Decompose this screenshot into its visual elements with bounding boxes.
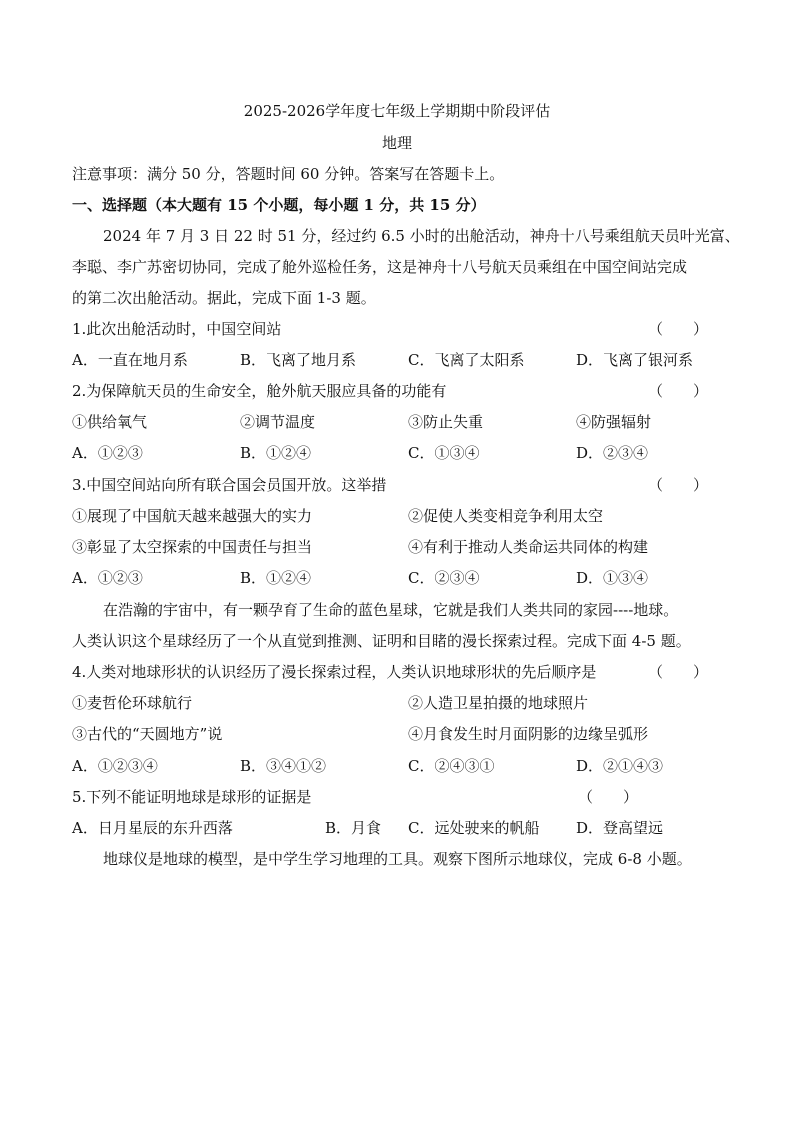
passage-line: 的第二次出舱活动。据此，完成下面 1-3 题。 [72,289,376,307]
answer-parenthesis: （ ） [648,663,709,681]
statement-item: ①供给氧气 [72,413,148,431]
passage-line: 地球仪是地球的模型，是中学生学习地理的工具。观察下图所示地球仪，完成 6-8 小题。 [103,850,692,868]
option-d: D．登高望远 [576,819,664,837]
question-stem: 4.人类对地球形状的认识经历了漫长探索过程，人类认识地球形状的先后顺序是 [72,663,597,681]
option-b: B．①②④ [240,569,312,587]
question-stem: 2.为保障航天员的生命安全，舱外航天服应具备的功能有 [72,382,447,400]
statement-item: ③古代的“天圆地方”说 [72,725,223,743]
statement-item: ④有利于推动人类命运共同体的构建 [408,538,649,556]
answer-parenthesis: （ ） [648,320,709,338]
exam-title: 2025-2026学年度七年级上学期期中阶段评估 [243,102,551,120]
option-a: A．①②③ [72,444,143,462]
option-d: D．②③④ [576,444,649,462]
statement-item: ②人造卫星拍摄的地球照片 [408,694,589,712]
question-stem: 1.此次出舱活动时，中国空间站 [72,320,282,338]
statement-item: ④防强辐射 [576,413,652,431]
question-stem: 3.中国空间站向所有联合国会员国开放。这举措 [72,476,387,494]
question-stem: 5.下列不能证明地球是球形的证据是 [72,788,312,806]
option-b: B．月食 [325,819,382,837]
statement-item: ④月食发生时月面阴影的边缘呈弧形 [408,725,649,743]
option-b: B．飞离了地月系 [240,351,357,369]
passage-line: 李聪、李广苏密切协同，完成了舱外巡检任务，这是神舟十八号航天员乘组在中国空间站完成 [72,258,688,276]
option-c: C．②③④ [408,569,480,587]
option-d: D．飞离了银河系 [576,351,694,369]
statement-item: ③防止失重 [408,413,484,431]
option-a: A．①②③ [72,569,143,587]
answer-parenthesis: （ ） [648,382,709,400]
answer-parenthesis: （ ） [578,788,639,806]
notice-text: 注意事项：满分 50 分，答题时间 60 分钟。答案写在答题卡上。 [72,165,505,183]
passage-line: 2024 年 7 月 3 日 22 时 51 分，经过约 6.5 小时的出舱活动，神舟十八号乘组航天员叶光富、 [103,227,740,245]
option-a: A．①②③④ [72,757,158,775]
statement-item: ②促使人类变相竞争利用太空 [408,507,604,525]
section-heading: 一、选择题（本大题有 15 个小题，每小题 1 分，共 15 分） [72,196,486,214]
option-c: C．①③④ [408,444,480,462]
subject-title: 地理 [381,134,412,152]
option-d: D．①③④ [576,569,649,587]
option-c: C．飞离了太阳系 [408,351,525,369]
option-b: B．①②④ [240,444,312,462]
option-a: A．日月星辰的东升西落 [72,819,233,837]
statement-item: ①展现了中国航天越来越强大的实力 [72,507,313,525]
answer-parenthesis: （ ） [648,476,709,494]
passage-line: 在浩瀚的宇宙中，有一颗孕育了生命的蓝色星球，它就是我们人类共同的家园----地球。 [103,601,679,619]
option-c: C．远处驶来的帆船 [408,819,540,837]
statement-item: ③彰显了太空探索的中国责任与担当 [72,538,313,556]
option-a: A．一直在地月系 [72,351,188,369]
option-c: C．②④③① [408,757,495,775]
option-d: D．②①④③ [576,757,664,775]
option-b: B．③④①② [240,757,327,775]
statement-item: ②调节温度 [240,413,316,431]
statement-item: ①麦哲伦环球航行 [72,694,193,712]
passage-line: 人类认识这个星球经历了一个从直觉到推测、证明和目睹的漫长探索过程。完成下面 4-5 题。 [72,632,691,650]
